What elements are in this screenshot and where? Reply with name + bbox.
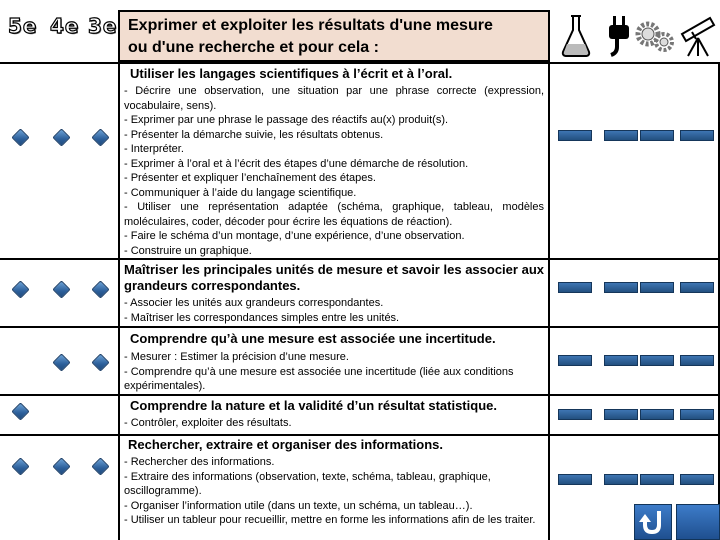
return-button[interactable] xyxy=(634,504,672,540)
evaluation-bar[interactable] xyxy=(558,474,592,485)
row-divider xyxy=(0,326,720,328)
section-4 xyxy=(124,398,544,431)
evaluation-bar[interactable] xyxy=(680,282,714,293)
level-marker-5e xyxy=(11,402,29,420)
evaluation-bar[interactable] xyxy=(558,282,592,293)
evaluation-bar[interactable] xyxy=(558,409,592,420)
telescope-icon xyxy=(678,12,718,58)
evaluation-bar[interactable] xyxy=(680,409,714,420)
evaluation-bar[interactable] xyxy=(640,130,674,141)
return-arrow-icon xyxy=(635,505,671,539)
level-marker-3e xyxy=(91,457,109,475)
evaluation-bar[interactable] xyxy=(640,355,674,366)
section-items xyxy=(124,84,544,258)
section-3 xyxy=(124,331,544,394)
list-item: - Présenter la démarche suivie, les résultats obtenus. xyxy=(124,128,384,141)
grade-4e: 4e xyxy=(50,14,80,38)
evaluation-bar[interactable] xyxy=(680,130,714,141)
list-item: - Maîtriser les correspondances simples entre les unités. xyxy=(124,311,400,324)
list-item: - Comprendre qu’à une mesure est associée une incertitude (liée aux conditions expérimentales). xyxy=(124,365,514,392)
level-marker-3e xyxy=(91,353,109,371)
evaluation-bar[interactable] xyxy=(640,474,674,485)
row-divider xyxy=(0,62,720,64)
evaluation-bar[interactable] xyxy=(640,409,674,420)
flask-icon xyxy=(560,14,592,58)
section-1 xyxy=(124,66,544,258)
list-item: - Utiliser un tableur pour recueillir, mettre en forme les informations afin de les traiter. xyxy=(124,514,536,526)
list-item: - Associer les unités aux grandeurs correspondantes. xyxy=(124,297,384,309)
list-item: - Exprimer par une phrase le passage des réactifs au(x) produit(s). xyxy=(124,114,449,126)
next-page-button[interactable] xyxy=(676,504,720,540)
list-item: - Utiliser une représentation adaptée (schéma, graphique, tableau, modèles moléculaires, coder, décoder pour écrire les équations de réaction). xyxy=(124,201,544,228)
grid-line-right xyxy=(548,62,550,540)
evaluation-bar[interactable] xyxy=(604,282,638,293)
section-heading: Maîtriser les principales unités de mesure et savoir les associer aux grandeurs correspondantes. xyxy=(124,262,544,293)
grade-3e: 3e xyxy=(88,14,118,38)
list-item: - Mesurer : Estimer la précision d’une mesure. xyxy=(124,351,349,363)
level-marker-4e xyxy=(52,353,70,371)
list-item: - Présenter et expliquer l’enchaînement des étapes. xyxy=(124,172,376,184)
level-marker-4e xyxy=(52,128,70,146)
level-marker-5e xyxy=(11,457,29,475)
list-item: - Interpréter. xyxy=(124,143,184,155)
row-divider xyxy=(0,434,720,436)
evaluation-bar[interactable] xyxy=(604,409,638,420)
plug-icon xyxy=(604,14,634,58)
evaluation-bar[interactable] xyxy=(558,355,592,366)
evaluation-bar[interactable] xyxy=(640,282,674,293)
level-marker-4e xyxy=(52,280,70,298)
list-item: - Communiquer à l’aide du langage scientifique. xyxy=(124,186,357,199)
section-5 xyxy=(124,437,544,528)
page-title xyxy=(118,10,550,62)
level-marker-3e xyxy=(91,128,109,146)
evaluation-bar[interactable] xyxy=(604,355,638,366)
title-line-2: ou d'une recherche et pour cela : xyxy=(128,39,379,56)
list-item: - Organiser l’information utile (dans un texte, un schéma, un tableau…). xyxy=(124,499,473,512)
list-item: - Extraire des informations (observation, texte, schéma, tableau, graphique, oscillogramme). xyxy=(124,470,491,497)
section-heading: Rechercher, extraire et organiser des informations. xyxy=(128,437,444,452)
evaluation-bar[interactable] xyxy=(558,130,592,141)
level-marker-4e xyxy=(52,457,70,475)
title-line-1: Exprimer et exploiter les résultats d'une mesure xyxy=(128,17,493,34)
grade-5e: 5e xyxy=(8,14,38,38)
list-item: - Exprimer à l’oral et à l’écrit des étapes d’une démarche de résolution. xyxy=(124,157,469,170)
list-item: - Construire un graphique. xyxy=(124,244,252,257)
section-heading: Utiliser les langages scientifiques à l’écrit et à l’oral. xyxy=(130,66,453,81)
list-item: - Faire le schéma d’un montage, d’une expérience, d’une observation. xyxy=(124,230,465,242)
gears-icon xyxy=(634,16,676,56)
section-2 xyxy=(124,262,544,325)
grid-line-left xyxy=(118,62,120,540)
evaluation-bar[interactable] xyxy=(604,474,638,485)
level-marker-3e xyxy=(91,280,109,298)
evaluation-bar[interactable] xyxy=(680,355,714,366)
list-item: - Rechercher des informations. xyxy=(124,456,275,468)
evaluation-bar[interactable] xyxy=(604,130,638,141)
list-item: - Contrôler, exploiter des résultats. xyxy=(124,417,292,429)
list-item: - Décrire une observation, une situation par une phrase correcte (expression, vocabulaire, sens). xyxy=(124,85,544,112)
level-marker-5e xyxy=(11,280,29,298)
section-heading: Comprendre la nature et la validité d’un résultat statistique. xyxy=(130,398,497,413)
evaluation-bar[interactable] xyxy=(680,474,714,485)
section-heading: Comprendre qu’à une mesure est associée une incertitude. xyxy=(130,331,496,346)
row-divider xyxy=(0,258,720,260)
level-marker-5e xyxy=(11,128,29,146)
row-divider xyxy=(0,394,720,396)
